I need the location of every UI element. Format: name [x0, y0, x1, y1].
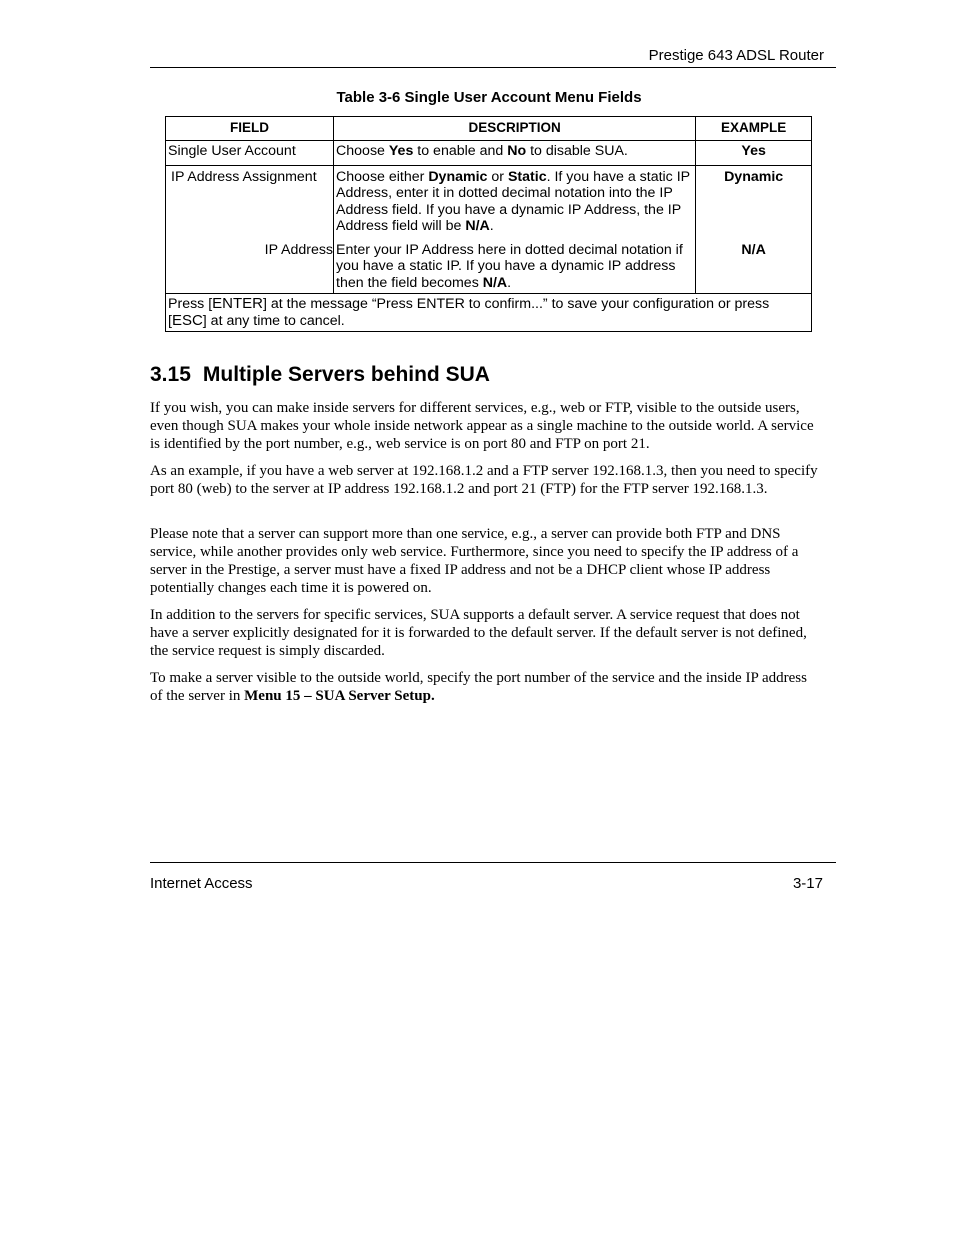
- example-cell: Yes: [696, 141, 812, 166]
- running-header: Prestige 643 ADSL Router: [648, 47, 824, 64]
- field-ip-assignment: IP Address Assignment: [171, 169, 317, 185]
- header-description: DESCRIPTION: [334, 117, 696, 141]
- footer-rule: [150, 862, 836, 863]
- menu-reference: Menu 15 – SUA Server Setup.: [244, 688, 435, 704]
- paragraph: If you wish, you can make inside servers for different services, e.g., web or FTP, visible to the outside users, even though SUA makes your whole inside network appear as a single machine to the outside world. A service is identified by the port number, e.g., web service is on port 80 and FTP on port 21.: [150, 400, 814, 452]
- description-ip-address: Enter your IP Address here in dotted decimal notation if you have a static IP. If you have a dynamic IP address then the field becomes N/A.: [336, 242, 683, 291]
- example-cell: [696, 166, 812, 294]
- section-heading: [150, 363, 490, 387]
- description-ip-assignment: Choose either Dynamic or Static. If you have a static IP Address, enter it in dotted decimal notation into the IP Address field. If you have a dynamic IP Address, the IP Address field will be N/A.: [336, 169, 690, 235]
- table-row: [166, 166, 812, 294]
- table-row: [166, 141, 812, 166]
- paragraph: As an example, if you have a web server at 192.168.1.2 and a FTP server 192.168.1.3, then you need to specify port 80 (web) to the server at IP address 192.168.1.2 and port 21 (FTP) for the FTP server 192.168.1.3.: [150, 463, 818, 497]
- fields-table: [165, 116, 812, 332]
- page-number: 3-17: [792, 875, 823, 892]
- section-title: Multiple Servers behind SUA: [202, 363, 490, 386]
- field-cell: Single User Account: [166, 141, 334, 166]
- description-cell: Choose Yes to enable and No to disable SUA.: [334, 141, 696, 166]
- example-na: N/A: [741, 242, 766, 258]
- paragraph: In addition to the servers for specific services, SUA supports a default server. A service request that does not have a server explicitly designated for it is forwarded to the default server. If the default server is not defined, the service request is simply discarded.: [150, 607, 807, 659]
- header-example: EXAMPLE: [696, 117, 812, 141]
- table-note-row: [166, 294, 812, 332]
- table-caption: Table 3-6 Single User Account Menu Fields: [336, 89, 642, 106]
- field-cell: [166, 166, 334, 294]
- table-header-row: [166, 117, 812, 141]
- header-field: FIELD: [166, 117, 334, 141]
- field-ip-address: IP Address: [264, 242, 334, 258]
- paragraph: To make a server visible to the outside world, specify the port number of the service and the inside IP address of the server in Menu 15 – SUA Server Setup.: [150, 670, 807, 704]
- footer-chapter: Internet Access: [150, 875, 253, 892]
- paragraph: Please note that a server can support more than one service, e.g., a server can provide both FTP and DNS service, while another provides only web service. Furthermore, since you need to specify the IP address of a server in the Prestige, a server must have a fixed IP address and not be a DHCP client whose IP address potentially changes each time it is powered on.: [150, 526, 799, 596]
- header-rule: [150, 67, 836, 68]
- section-number: 3.15: [150, 363, 191, 386]
- table-note: Press [ENTER] at the message “Press ENTER to confirm...” to save your configuration or press [ESC] at any time to cancel.: [166, 294, 812, 332]
- description-cell: [334, 166, 696, 294]
- example-dynamic: Dynamic: [724, 169, 784, 185]
